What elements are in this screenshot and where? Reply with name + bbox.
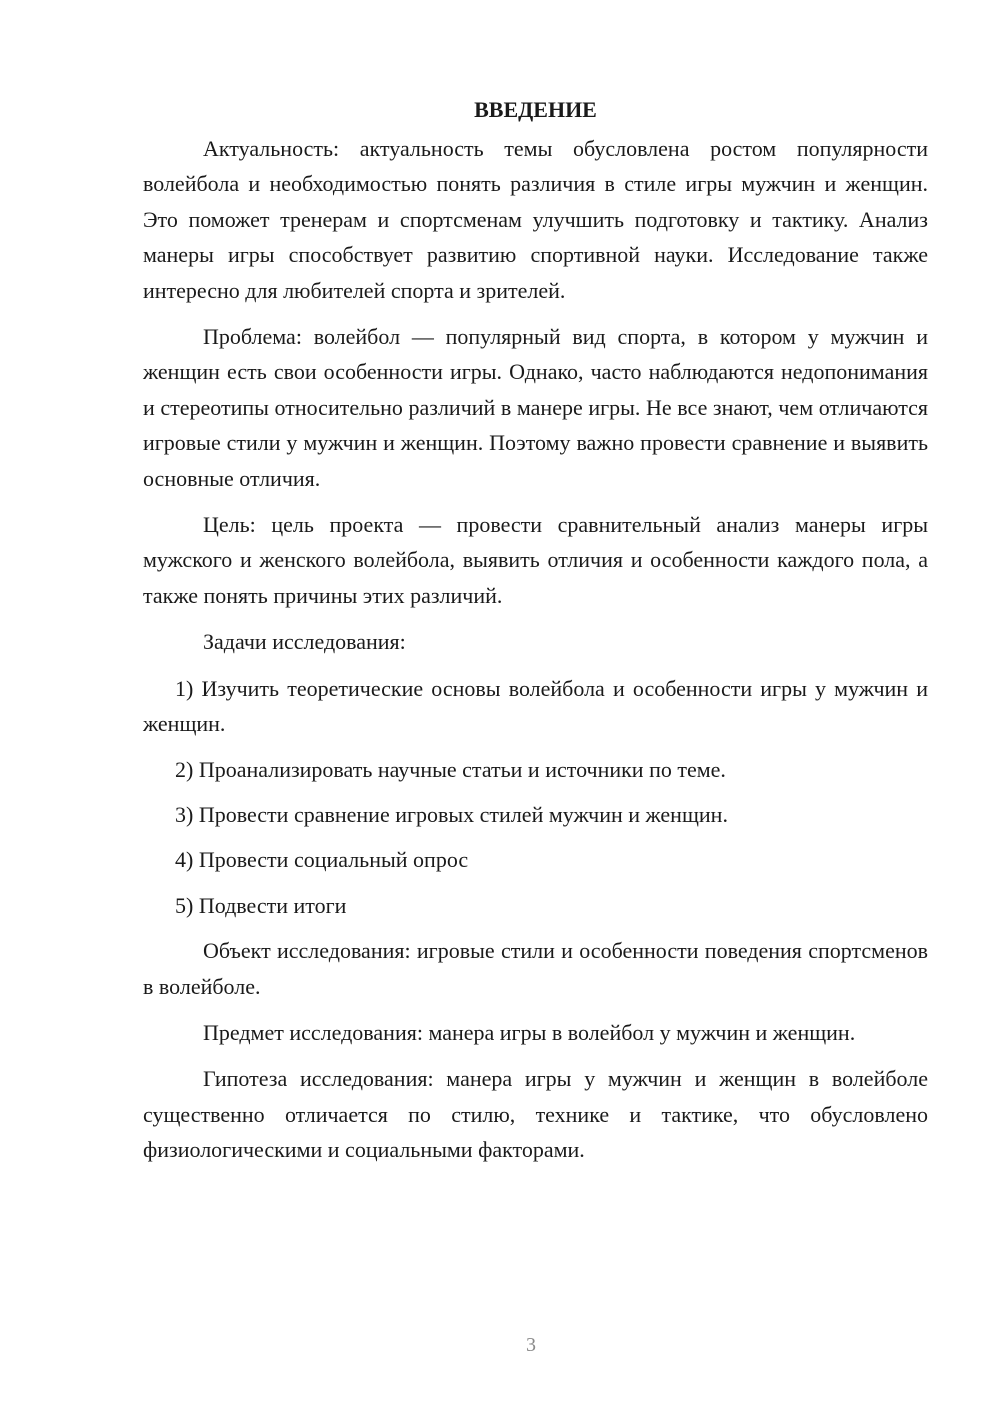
paragraph-subject: Предмет исследования: манера игры в волейбол у мужчин и женщин. — [203, 1019, 856, 1045]
list-item: 5) Подвести итоги — [175, 892, 347, 918]
paragraph-goal: Цель: цель проекта — провести сравнительный анализ манеры игры мужского и женского волейбола, выявить отличия и особенности каждого пола, а также понять причины этих различий. — [143, 512, 928, 608]
list-item: 4) Провести социальный опрос — [175, 847, 469, 873]
paragraph-problem: Проблема: волейбол — популярный вид спорта, в котором у мужчин и женщин есть свои особенности игры. Однако, часто наблюдаются недопонимания и стереотипы относительно различий в манере игры. Не все знают, чем отличаются игровые стили у мужчин и женщин. Поэтому важно провести сравнение и выявить основные отличия. — [143, 324, 928, 491]
list-item: 2) Проанализировать научные статьи и источники по теме. — [175, 756, 726, 782]
paragraph-hypothesis: Гипотеза исследования: манера игры у мужчин и женщин в волейболе существенно отличается по стилю, технике и тактике, что обусловлено физиологическими и социальными факторами. — [143, 1066, 928, 1163]
paragraph-relevance: Актуальность: актуальность темы обусловлена ростом популярности волейбола и необходимостью понять различия в стиле игры мужчин и женщин. Это поможет тренерам и спортсменам улучшить подготовку и тактику. Анализ манеры игры способствует развитию спортивной науки. Исследование также интересно для любителей спорта и зрителей. — [143, 136, 928, 303]
tasks-heading: Задачи исследования: — [203, 629, 406, 655]
document-page — [143, 92, 928, 1179]
page-number: 3 — [526, 1334, 536, 1356]
tasks-list — [143, 671, 928, 923]
list-item: 1) Изучить теоретические основы волейбола и особенности игры у мужчин и женщин. — [143, 675, 928, 737]
page-title: ВВЕДЕНИЕ — [474, 97, 597, 122]
paragraph-object: Объект исследования: игровые стили и особенности поведения спортсменов в волейболе. — [143, 938, 928, 999]
list-item: 3) Провести сравнение игровых стилей мужчин и женщин. — [175, 801, 728, 827]
